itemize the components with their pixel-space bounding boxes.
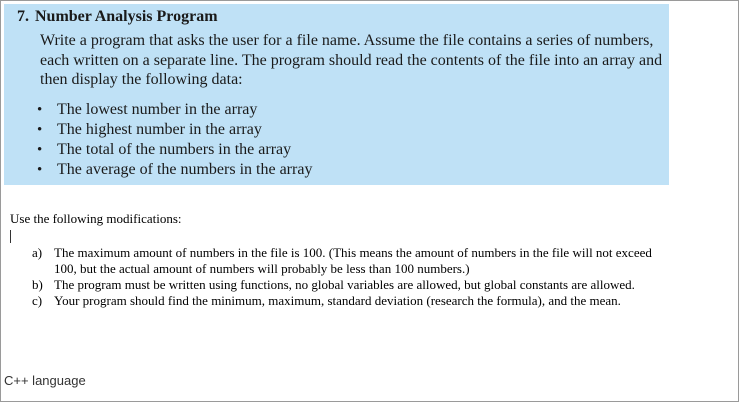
bullet-icon: • [37, 142, 43, 158]
data-list [37, 100, 312, 180]
list-item-text: The average of the numbers in the array [57, 161, 313, 178]
problem-title [17, 8, 218, 26]
modification-text: Your program should find the minimum, maximum, standard deviation (research the formula), and the mean. [54, 293, 621, 308]
text-cursor[interactable] [10, 230, 11, 243]
modifications-intro: Use the following modifications: [10, 211, 182, 226]
list-item [37, 140, 312, 160]
modification-item [32, 245, 652, 277]
problem-panel [4, 4, 669, 185]
list-item-text: The lowest number in the array [57, 101, 258, 118]
modification-item [32, 277, 652, 293]
list-item [37, 160, 312, 180]
language-note: C++ language [4, 373, 86, 388]
modification-marker: c) [32, 293, 43, 308]
modification-text: The program must be written using functions, no global variables are allowed, but global constants are allowed. [54, 277, 635, 292]
bullet-icon: • [37, 122, 43, 138]
modification-item [32, 293, 652, 309]
bullet-icon: • [37, 162, 43, 178]
problem-number: 7. [17, 8, 29, 25]
bullet-icon: • [37, 102, 43, 118]
modification-text: The maximum amount of numbers in the file is 100. (This means the amount of numbers in the file will not exceed 100, but the actual amount of numbers will probably be less than 100 numbers.) [54, 245, 652, 276]
list-item-text: The total of the numbers in the array [57, 141, 292, 158]
modification-marker: a) [32, 245, 43, 260]
modifications-list [32, 245, 652, 309]
list-item-text: The highest number in the array [57, 121, 262, 138]
problem-title-text: Number Analysis Program [35, 8, 218, 25]
list-item [37, 100, 312, 120]
modification-marker: b) [32, 277, 43, 292]
list-item [37, 120, 312, 140]
problem-description: Write a program that asks the user for a file name. Assume the file contains a series of numbers, each written on a separate line. The program should read the contents of the file into an array and then display the following data: [40, 32, 663, 88]
